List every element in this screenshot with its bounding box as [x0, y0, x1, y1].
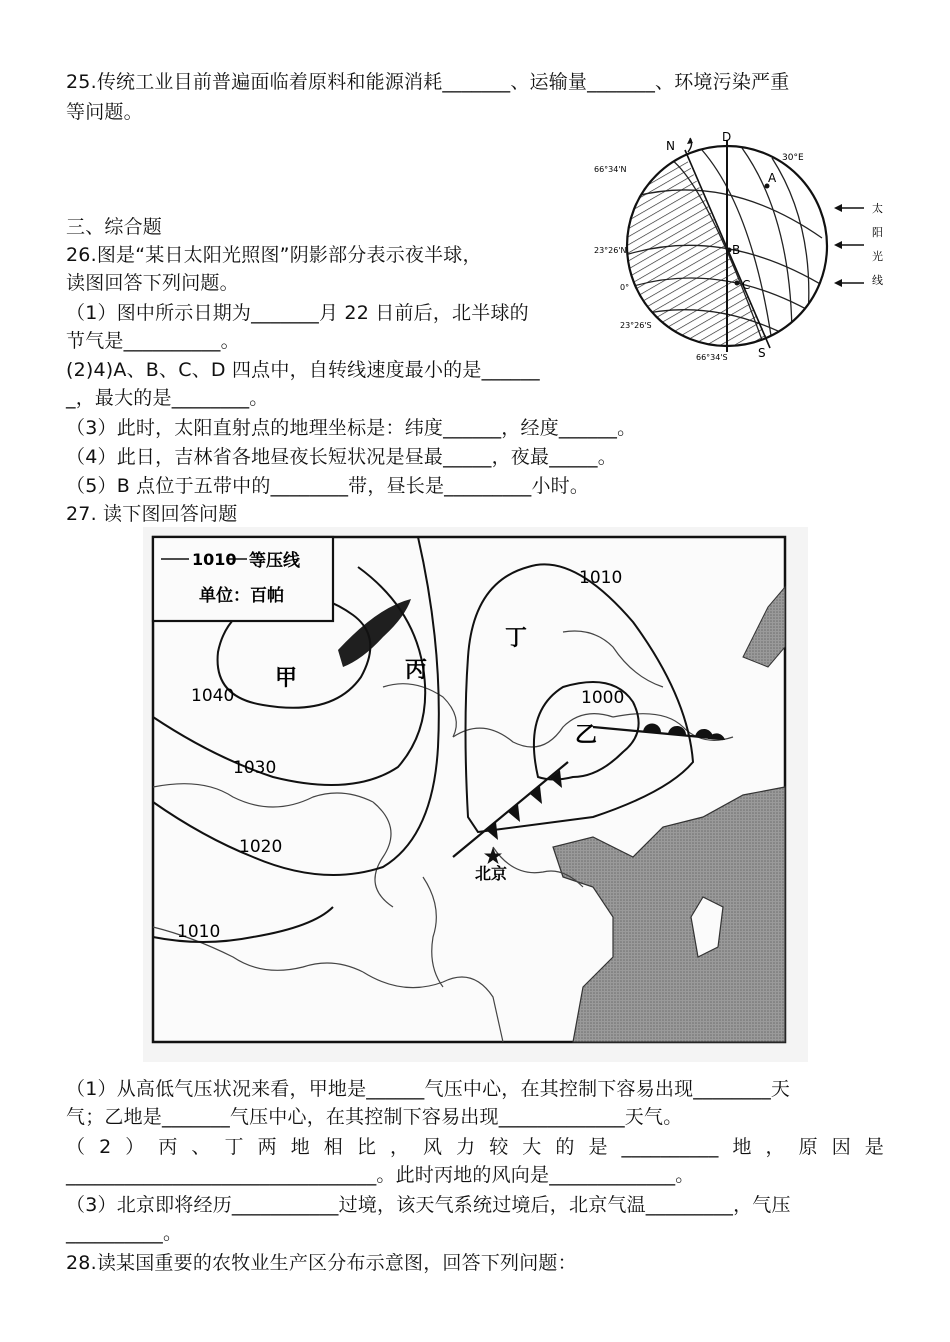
q27-part1-b: 气；乙地是_______气压中心，在其控制下容易出现_____________天气。: [66, 1106, 683, 1128]
globe-label-lat-66S: 66°34'S: [696, 353, 728, 362]
label-beijing: 北京: [475, 864, 508, 883]
globe-label-A: A: [768, 171, 777, 185]
q26-part2-b: _，最大的是________。: [66, 387, 269, 409]
q28-stem: 28.读某国重要的农牧业生产区分布示意图，回答下列问题：: [66, 1252, 577, 1274]
isobar-label-1020: 1020: [239, 837, 283, 857]
legend-isobar-label: 等压线: [249, 551, 300, 571]
isobar-label-1010-east: 1010: [579, 568, 623, 588]
label-jia: 甲: [275, 666, 298, 691]
globe-label-30E: 30°E: [782, 153, 804, 163]
globe-label-lat-23N: 23°26'N: [594, 246, 627, 255]
q27-part3-a: （3）北京即将经历___________过境，该天气系统过境后，北京气温_________，气压: [66, 1194, 791, 1216]
q27-title: 27. 读下图回答问题: [66, 503, 238, 525]
q27-part2-b: ________________________________。此时丙地的风向是_____________。: [66, 1164, 695, 1186]
globe-label-lat-23S: 23°26'S: [620, 321, 652, 330]
globe-label-N: N: [666, 139, 675, 153]
section-heading: 三、综合题: [66, 216, 163, 238]
map-legend: [153, 537, 333, 621]
globe-label-equator: 0°: [620, 283, 630, 292]
label-ding: 丁: [505, 626, 528, 651]
label-bing: 丙: [405, 658, 428, 683]
q26-part5: （5）B 点位于五带中的________带，昼长是_________小时。: [66, 475, 590, 497]
q27-part2-a: （2）丙、丁两地相比，风力较大的是__________地，原因是: [66, 1136, 884, 1158]
q26-stem-1: 26.图是“某日太阳光照图”阴影部分表示夜半球，: [66, 244, 482, 266]
globe-label-lat-66N: 66°34'N: [594, 165, 627, 174]
globe-label-C: C: [742, 278, 751, 292]
isobar-label-1030: 1030: [233, 758, 277, 778]
legend-unit: 单位：百帕: [199, 586, 284, 606]
sunlight-label-2: 阳: [872, 226, 883, 239]
isobar-label-1040: 1040: [191, 686, 235, 706]
q27-part3-b: __________。: [66, 1222, 183, 1244]
sunlight-label-4: 线: [872, 274, 883, 287]
globe-label-S: S: [758, 346, 766, 360]
label-yi: 乙: [575, 723, 598, 748]
q27-part1-a: （1）从高低气压状况来看，甲地是______气压中心，在其控制下容易出现________天: [66, 1078, 791, 1100]
isobar-weather-map: [143, 527, 808, 1062]
globe-label-D: D: [722, 130, 732, 144]
sunlight-label-1: 太: [872, 202, 883, 215]
q26-part4: （4）此日，吉林省各地昼夜长短状况是昼最_____，夜最_____。: [66, 446, 617, 468]
q25-line1: 25.传统工业目前普遍面临着原料和能源消耗_______、运输量_______、环境污染严重: [66, 71, 790, 93]
q26-part3: （3）此时，太阳直射点的地理坐标是：纬度______，经度______。: [66, 417, 637, 439]
isobar-label-1010-west: 1010: [177, 922, 221, 942]
night-hemisphere-shading: [626, 155, 767, 347]
globe-label-B: B: [732, 243, 741, 257]
isobar-label-1000: 1000: [581, 688, 625, 708]
q26-stem-2: 读图回答下列问题。: [66, 272, 239, 294]
q25-line2: 等问题。: [66, 101, 143, 123]
legend-isobar-value: 1010: [192, 550, 237, 569]
q26-part1-b: 节气是__________。: [66, 330, 240, 352]
sunlight-label-3: 光: [872, 250, 883, 263]
sunlight-globe-diagram: [592, 128, 892, 368]
q26-part1-a: （1）图中所示日期为_______月 22 日前后，北半球的: [66, 302, 529, 324]
q26-part2-a: (2)4)A、B、C、D 四点中，自转线速度最小的是______: [66, 359, 540, 381]
